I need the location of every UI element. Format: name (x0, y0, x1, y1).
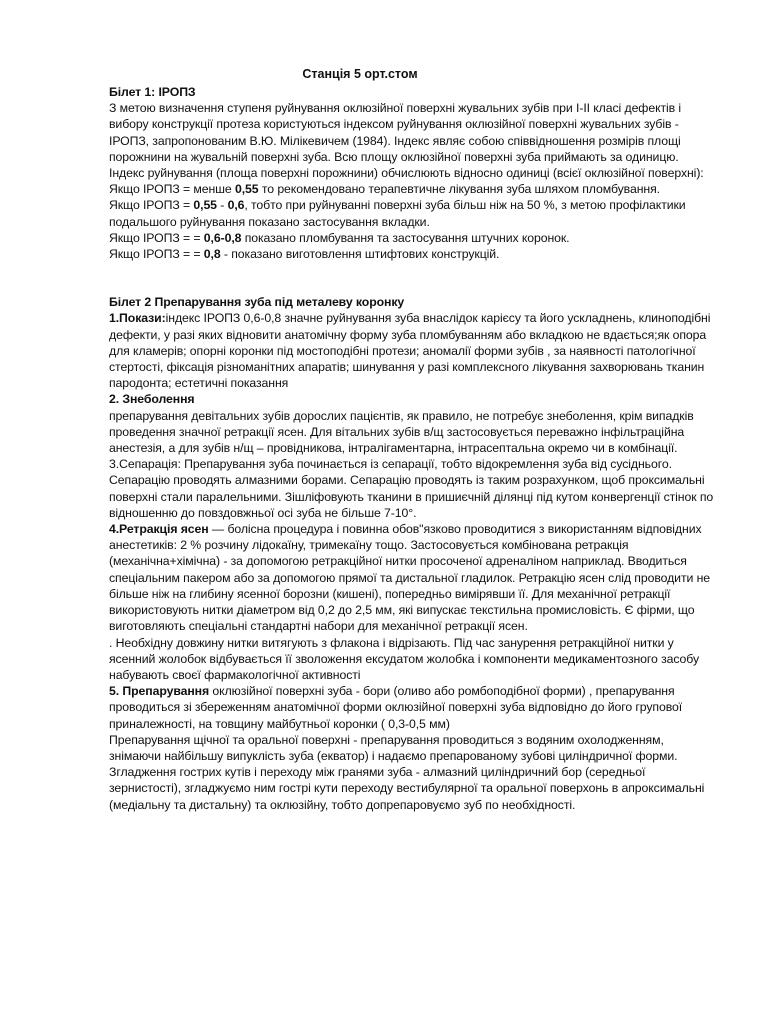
ticket2-indications: 1.Покази:індекс ІРОПЗ 0,6-0,8 значне руйнування зуба внаслідок карієсу та його ускладнень, клиноподібні дефекти, у разі яких відновити анатомічну форму зуба пломбуванням або вкладкою не вдається;як опора для кламерів; опорні коронки під мостоподібні протези; аномалії форми зубів , за наявності патологічної стертості, фіксація різноманітних апаратів; шинування у разі комплексного лікування захворювань тканин пародонта; естетичні показання (109, 311, 711, 391)
ticket2-anesthesia-heading: 2. Знеболення (109, 392, 195, 407)
ticket2-anesthesia-text: препарування девітальних зубів дорослих пацієнтів, як правило, не потребує знеболення, крім випадків проведення значної ретракції ясен. Для вітальних зубів в/щ застосовується переважно інфільтраційна анестезія, а для зубів н/щ – провідникова, інтралігаментарна, інтрасептальна окремо чи в комбінації. (109, 408, 694, 456)
ticket2-heading: Білет 2 Препарування зуба під металеву коронку (109, 295, 405, 310)
ticket2-smoothing: Згладження гострих кутів і переходу між гранями зуба - алмазний циліндричний бор (середньої зернистості), згладжуємо ним гострі кути переходу вестибулярної та оральної поверхонь в апроксимальні (медіальну та дистальну) та оклюзійну, тобто допрепаровуємо зуб по необхідності. (109, 765, 705, 812)
ticket1-rule-3: Якщо ІРОПЗ = = 0,6-0,8 показано пломбування та застосування штучних коронок. (109, 230, 570, 245)
ticket2-separation: 3.Сепарація: Препарування зуба починається із сепарації, тобто відокремлення зуба від сусіднього. Сепарацію проводять алмазними борами. Сепарацію проводять із таким розрахунком, щоб проксимальні поверхні стали паралельними. Зішліфовують тканини в пришиєчній ділянці під кутом конвергенції стінок по відношенню до повздовжньої осі зуба не більше 7-10°. (109, 457, 714, 520)
ticket2-buccal-oral-preparation: Препарування щічної та оральної поверхні - препарування проводиться з водяним охолодженням, знімаючи найбільшу випуклість зуба (екватор) і надаємо препарованому зубові циліндричної форми. (109, 732, 678, 763)
section-spacer (109, 262, 717, 294)
ticket1-rule-1: Якщо ІРОПЗ = менше 0,55 то рекомендовано терапевтичне лікування зуба шляхом пломбування. (109, 182, 660, 197)
ticket1-heading: Білет 1: ІРОПЗ (109, 85, 196, 99)
ticket2-preparation: 5. Препарування оклюзійної поверхні зуба - бори (оливо або ромбоподібної форми) , препарування проводиться зі збереженням анатомічної форми оклюзійної поверхні зуба відповідно до його групової приналежності, на товщину майбутньої коронки ( 0,3-0,5 мм) (109, 684, 683, 731)
ticket1-rule-4: Якщо ІРОПЗ = = 0,8 - показано виготовлення штифтових конструкцій. (109, 247, 500, 262)
ticket1-rule-2: Якщо ІРОПЗ = 0,55 - 0,6, тобто при руйнуванні поверхні зуба більш ніж на 50 %, з метою профілактики подальшого руйнування показано застосування вкладки. (109, 198, 686, 229)
document-body (109, 84, 717, 813)
ticket1-intro: З метою визначення ступеня руйнування оклюзійної поверхні жувальних зубів при І-ІІ класі дефектів і вибору конструкції протеза користуються індексом руйнування оклюзійної поверхні жувальних зубів - ІРОПЗ, запропонованим В.Ю. Мілікевичем (1984). Індекс являє собою співвідношення розмірів площі порожнини на жувальній поверхні зуба. Всю площу оклюзійної поверхні зуба приймають за одиницю. Індекс руйнування (площа поверхні порожнини) обчислюють відносно одиниці (всієї оклюзійної поверхні): (109, 101, 704, 181)
ticket2-retraction-thread: . Необхідну довжину нитки витягують з флакона і відрізають. Під час занурення ретракційної нитки у ясенний жолобок відбувається її зволоження ексудатом жолобка і компоненти медикаментозного засобу набувають своєї фармакологічної активності (109, 635, 700, 682)
document-title: Станція 5 орт.стом (302, 67, 418, 81)
ticket2-gingival-retraction: 4.Ретракція ясен — болісна процедура і повинна обов"язково проводитися з використанням відповідних анестетиків: 2 % розчину лідокаїну, тримекаїну тощо. Застосовується комбінована ретракція (механічна+хімічна) - за допомогою ретракційної нитки просоченої адреналіном наприклад. Вводиться спеціальним пакером або за допомогою прямої та дистальної гладилок. Ретракцію ясен слід проводити не більше ніж на глибину ясенної борозни (кишені), попередньо вимірявши її. Для механічної ретракції використовують нитки діаметром від 0,2 до 2,5 мм, які випускає текстильна промисловість. Є фірми, що виготовляють спеціальні стандартні набори для механічної ретракції ясен. (109, 522, 710, 634)
